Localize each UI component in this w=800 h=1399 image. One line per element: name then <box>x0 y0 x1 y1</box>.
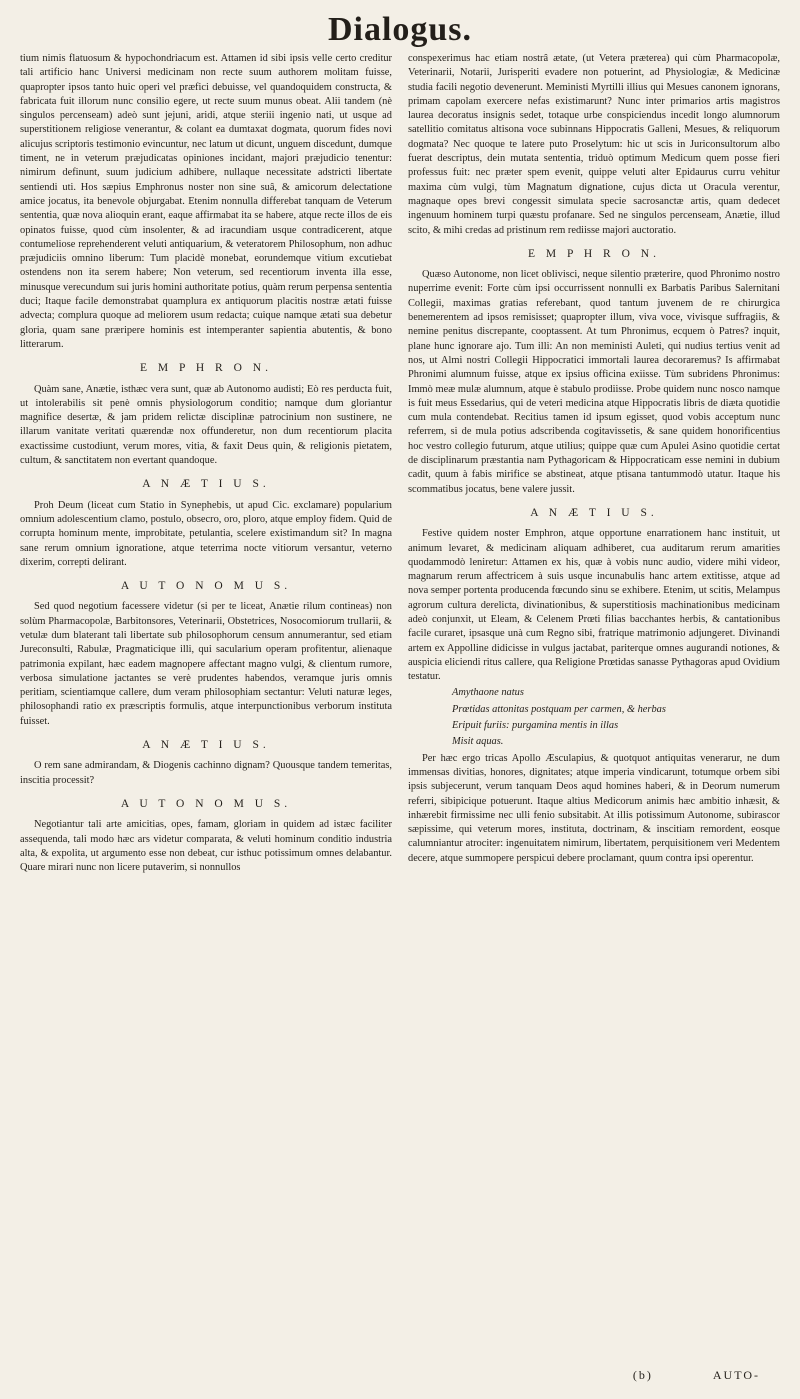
speaker-heading: A U T O N O M U S. <box>120 580 292 593</box>
paragraph: Per hæc ergo tricas Apollo Æsculapius, & quotquot antiquitas venerarur, ne dum immensas divitias, honores, dignitates; atque imperia vindicarunt, totumque orbem sibi ipsis subjecerunt, verum tanquam Deos aqud homines haberi, & in Deorum numerum referri, sibipicique potuerunt. Itaque altius Medicorum animis hæc ambitio inhæsit, & inhærebit firmissime nec ulli fenio subsitabit. At illis potissimum Autonome, subirascor sæpissime, qui veterum mores, instituta, doctrinam, & inscitiam remordent, eosque calumniantur atrociter: ingenuitatem nimirum, libertatem, perquisitionem veri Medentem decere, atque summopere perspicui debere proclamant, quum contra ipsi operentur. <box>408 752 780 864</box>
paragraph: conspexerimus hac etiam nostrâ ætate, (ut Vetera præterea) qui cùm Pharmacopolæ, Veterinarii, Notarii, Jurisperiti evadere non potuerint, ad Physiologiæ, & Medicinæ studia facili negotio devenerunt. Meministi Myrtilli illius qui Mesues canonem ignorans, primam capolam exercere nefas existimarunt? Nunc inter primarios artis magistros laurea decoratus insignis sedet, totaque urbe conspiciendus incedit longo alumnorum satellitio comitatus altisona voce subinnans Hippocratis Galleni, Mesues, & reliquorum dogmata? Nec quoque te latere puto Proselytum: hic ut scis in Juriconsultorum albo fuerat descriptus, dein mutata sententia, triduò optimum Medicum quem posse fieri professus fuit: nec præter spem evenit, quippe veluti alter Epidaurus curru vehitur maxima cùm vulgi, tùm Magnatum dignatione, cujus dicta ut Oracula verentur, magnaque opes brevi congessit simulata specie sacrosanctæ artis, quam dedecet ingenuum hominem turpi quæstu profanare. Sed ne singulos percenseam, Anætie, illud scito, & mihi credas ad pristinum rem rediisse majori auctoratio. <box>408 53 780 236</box>
left-column <box>20 52 392 875</box>
catchword: AUTO- <box>712 1368 760 1382</box>
paragraph: O rem sane admirandam, & Diogenis cachinno dignam? Quousque tandem temeritas, inscitia processit? <box>20 760 392 786</box>
verse-line: Amythaone natus <box>452 687 524 699</box>
verse-line: Misit aquas. <box>452 736 504 748</box>
speaker-heading: E M P H R O N. <box>140 362 272 375</box>
paragraph: tium nimis flatuosum & hypochondriacum est. Attamen id sibi ipsis velle certo creditur tali artificio hanc Universi medicinam non recte suum authorem molitam fuisse, quapropter ipsos tanto huic operi vel præfici debuisse, vel quandoquidem constructa, & fabricata fuit illorum nunc consilio egere, ut recte suum munus obeat. Alii tandem (nè singulos percenseam) adeò sunt jejuni, aridi, atque steriii ingenio nati, ut usque ad superstitionem religiose venerantur, & colant ea dumtaxat dogmata, quorum fides novi alicujus scriptoris testimonio evincuntur, nec latum ut dicunt, unguem discedunt, dumque timent, ne in veterum præjudicatas opiniones incidant, majori præjudicio tenentur: nimirum definunt, suum judicium adhibere, nullaque necessitate adstricti libertate sentiendi uti. Hos sæpius Emphronus noster non sine suâ, & amicorum delectatione amice jocatus, ita benevole objurgabat. Etenim nonnulla differebat tanquam de Veterum sententia, quæ nova alioquin erant, eaque affirmabat ita se habere, atque recte illos de eis opinatos fuisse, quod cùm insolenter, & ad iracundiam usque contradicerent, atque contumeliose reprehenderent veluti antiquarium, & veteratorem Philosophum, non adhuc præjudiciis omnino liberum: Tum placidè monebat, eorundemque vitium excutiebat ostendens non ita serem habere; Non veterum, sed recentiorum inventa illa esse, minusque verecundum sui juris homini authoritate potius, quàm rerum perpensa sententia duci; Itaque facile demonstrabat quamplura ex antiquorum placitis nostræ ætati fuisse advecta; complura quoque ad meliorem usum redacta; cuique namque ætati sua debetur gloria, quam sane præripere hominis est intemperanter sapientia abutentis, & bono litterarum. <box>20 53 392 350</box>
paragraph: Negotiantur tali arte amicitias, opes, famam, gloriam in quidem ad istæc faciliter assequenda, tali modo hæc ars videtur comparata, & veluti hominum conditio industria alta, & expolita, ut argumento esse non debeat, cur isthuc potissimum omnes delabantur. Quare mirari nunc non licere putaverim, si nonnullos <box>20 819 392 874</box>
speaker-heading: E M P H R O N. <box>528 247 660 260</box>
paragraph: Sed quod negotium facessere videtur (si per te liceat, Anætie rilum contineas) non solùm Pharmacopolæ, Barbitonsores, Veterinarii, Obstetrices, Nosocomiorum trullarii, & vetulæ dum blaterant tali libertate sub philosophorum censum annumerantur, sed etiam Jureconsulti, Rabulæ, Pragmaticique illi, qui sacularium operam profitentur, alienaque patrimonia expilant, hæc eadem magnopere affectant magno vulgi, & clientum rumore, verbosa simulatione jactantes se verè prudentes habendos, veramque juris omnis peritiam, scientiamque callere, dum veram philosophiam sectantur: Veluti naturæ leges, philosophandi ratio ex præscriptis formulis, atque interpunctionibus verborum instituta fuisset. <box>20 601 392 727</box>
verse-line: Eripuit furiis: purgamina mentis in illas <box>452 720 619 732</box>
paragraph: Quæso Autonome, non licet oblivisci, neque silentio præterire, quod Phronimo nostro nuperrime evenit: Forte cùm ipsi occurrissent nonnulli ex Barbatis Paribus Salernitani Collegii, maximas gratias referebant, quod tantum juvenem de re chirurgica benemerentem ad ipsos remisisset; quapropter illum, viva voce, vivisque suffragiis, & nemine penitus discrepante, cooptassent. At tum Phronimus, ecquem ò Patres? inquit, plane hunc ignorare ajo. Tum illi: An non meministi Auleti, qui nudius tertius venit ad nos, ut Almi nostri Collegii Hippocratici immortali laurea decoraremus? Is affirmabat Phronimi alumnum fuisse, atque ex ipsius officina exiisse. Tùm subridens Phronimus: Immò meæ mulæ alumnum, atque è stabulo prodiisse. Probe quidem nunc nosco namque is fuit meus Essedarius, qui de veteri medicina atque Hippocratis libris de diæta quotidie cum mula contendebat. Recitius tamen id ipsum egisset, quod vobis acceptum nunc referrem, si de mula potius adscribenda cogitavissetis, & sane quidem honorificentius hoc vestro collegio futurum, atque utilius; quippe quæ cum Apulei Asino quotidie certat de disciplinarum præstantia nam Pythagoricam & Hippocraticam esse nemini in dubium cadit, quum à fabis mirifice se abstineat, atque ptisana tantummodò utatur. Itaque his scommatibus jocatus, bene valere jussit. <box>408 269 780 495</box>
speaker-heading: A N Æ T I U S. <box>142 478 270 491</box>
right-column <box>408 52 780 875</box>
paragraph: Proh Deum (liceat cum Statio in Synephebis, ut apud Cic. exclamare) popularium omnium adolescentium clamo, postulo, obsecro, oro, ploro, atque employ fidem. Quid de corrupta hominum mente, improbitate, petulantia, scelere existimandum sit? In magna sane rerum omnium ignoratione, atque teterrima nocte vitiorum versantur, veterno dixerim, correpti delirant. <box>20 499 392 568</box>
speaker-heading: A N Æ T I U S. <box>142 739 270 752</box>
page-footer <box>633 1368 760 1383</box>
speaker-heading: A N Æ T I U S. <box>530 506 658 519</box>
paragraph: Festive quidem noster Emphron, atque opportune enarrationem hanc instituit, ut animum levaret, & medicinam aliquam adhiberet, cua auditarum rerum amarities quodammodò leniretur: Attamen ex his, quæ à vobis nunc audio, videre mihi videor, magnarum rerum affectricem à suis usque incunabulis hanc artem extitisse, atque ad nova semper portenta producenda fœcundo sinu se exhibere. Etenim, ut scitis, Melampus agrorum cultura derelicta, divinationibus, & superstitiosis machinationibus medicinam adeò conjunxit, ut Eleam, & Celenem Prœti filias bacchantes herbis, & cantationibus facile curaret, ipsasque unà cum Regno sibi, fratrique matrimonio adjungeret. Divinandi artem ex Appolline didicisse in vulgus jactabat, pariterque omnes augurandi notiones, & auspicia eliciendi ritus callere, qua Religione Prœtidas sanasse Pythagoras apud Ovidium testatur. <box>408 528 780 683</box>
speaker-heading: A U T O N O M U S. <box>120 797 292 810</box>
signature-mark: (b) <box>632 1368 653 1382</box>
text-columns <box>20 52 780 875</box>
verse-line: Prœtidas attonitas postquam per carmen, & herbas <box>452 703 666 715</box>
running-head: Dialogus. <box>327 11 473 48</box>
paragraph: Quàm sane, Anætie, isthæc vera sunt, quæ ab Autonomo audisti; Eò res perducta fuit, ut intolerabilis sit penè omnis physiologorum conditio; namque dum gloriantur magnifice desertæ, & jam pridem relictæ disciplinæ patrocinium non sustinere, ne illarum vanitate veritati quærendæ nox offunderetur, non dum recentiorum placita exactissime custodiunt, verum mores, vitia, & faxit Deus quin, & religionis pietatem, cultum, & sanctitatem non evertant quandoque. <box>20 383 392 467</box>
